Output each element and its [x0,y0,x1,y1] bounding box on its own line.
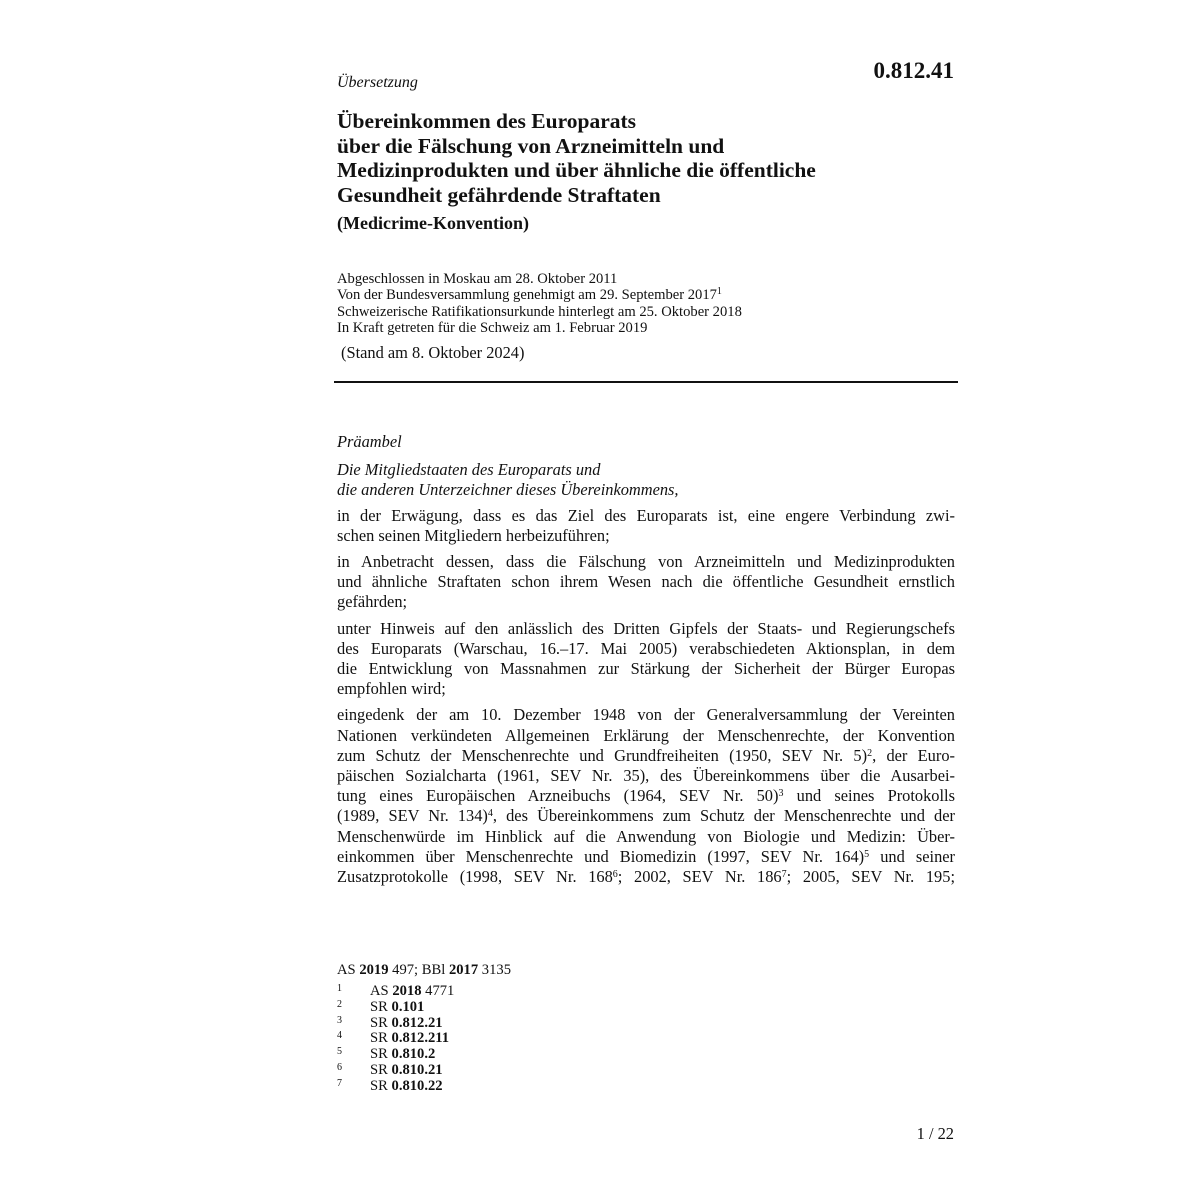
footnote-ref[interactable]: 1 [716,286,722,298]
footnote: 5 SR 0.810.2 [337,1046,436,1063]
title-line: über die Fälschung von Arzneimitteln und [337,133,725,158]
footnote-ref[interactable]: 4 [487,808,493,820]
translation-label: Übersetzung [337,74,418,91]
footnote: 3 SR 0.812.21 [337,1014,443,1031]
preamble-paragraph: in der Erwägung, dass es das Ziel des Europarats ist, eine engere Verbindung zwi- schen seinen Mitgliedern herbeizuführen; [337,505,955,545]
status-date: (Stand am 8. Oktober 2024) [341,343,525,362]
in-force-date: In Kraft getreten für die Schweiz am 1. Februar 2019 [337,319,648,336]
document-subtitle: (Medicrime-Konvention) [337,213,529,233]
footnote: 4 SR 0.812.211 [337,1030,450,1047]
footnote-ref[interactable]: 3 [778,788,784,800]
footnote-ref[interactable]: 2 [867,747,873,759]
page-number: 1 / 22 [916,1124,954,1143]
official-compilation-ref: AS 2019 497; BBl 2017 3135 [337,962,511,978]
ratification-date: Schweizerische Ratifikationsurkunde hinterlegt am 25. Oktober 2018 [337,303,742,320]
footnotes [337,984,454,1095]
preamble-heading: Präambel [337,432,402,451]
footnote-ref[interactable]: 5 [864,848,870,860]
preamble-paragraph: unter Hinweis auf den anlässlich des Dritten Gipfels der Staats- und Regierungschefs des Europarats (Warschau, 16.–17. Mai 2005) verabschiedeten Aktionsplan, in dem die Entwicklung von Massnahmen zur Stärkung der Sicherheit der Bürger Europas empfohlen wird; [337,618,955,699]
title-line: Übereinkommen des Europarats [337,109,637,133]
footnote-ref[interactable]: 6 [612,869,618,881]
preamble-paragraph: eingedenk der am 10. Dezember 1948 von der Generalversammlung der Vereinten Nationen verkündeten Allgemeinen Erklärung der Menschenrechte, der Konvention zum Schutz der Menschenrechte und Grundfreiheiten (1950, SEV Nr. 5)$^2$, der Euro- päischen Sozialcharta (1961, SEV Nr. 35), des Übereinkommens über die Ausarbei- tung eines Europäischen Arzneibuchs (1964, SEV Nr. 50)$^3$ und seines Protokolls (1989, SEV Nr. 134)$^4$, des Übereinkommens zum Schutz der Menschenrechte und der Menschenwürde im Hinblick auf die Anwendung von Biologie und Medizin: Über- einkommen über Menschenrechte und Biomedizin (1997, SEV Nr. 164)$^5$ und seiner Zusatzprotokolle (1998, SEV Nr. $168^6$; 2002, SEV Nr. $186^7$; 2005, SEV Nr. 195; [337,705,955,887]
sr-number: 0.812.41 [873,58,954,83]
footnote: 1 AS 2018 4771 [337,983,455,999]
footnote: 2 SR 0.101 [337,998,425,1015]
title-line: Gesundheit gefährdende Straftaten [337,182,661,207]
approved-date: Von der Bundesversammlung genehmigt am 29. September 2017$^1$ [337,286,722,304]
title-line: Medizinprodukten und über ähnliche die öffentliche [337,158,816,182]
footnote: 6 SR 0.810.21 [337,1061,443,1078]
divider [334,381,958,383]
preamble-intro: Die Mitgliedstaaten des Europarats und die anderen Unterzeichner dieses Übereinkommens, [337,460,679,500]
concluded-date: Abgeschlossen in Moskau am 28. Oktober 2011 [337,271,618,287]
footnote: 7 SR 0.810.22 [337,1077,443,1094]
footnote-ref[interactable]: 7 [781,869,787,881]
preamble-paragraph: in Anbetracht dessen, dass die Fälschung von Arzneimitteln und Medizinprodukten und ähnliche Straftaten schon ihrem Wesen nach die öffentliche Gesundheit ernstlich gefährden; [337,552,955,612]
document-title [337,109,977,207]
preamble-section [337,432,955,893]
enactment-metadata [337,271,742,336]
